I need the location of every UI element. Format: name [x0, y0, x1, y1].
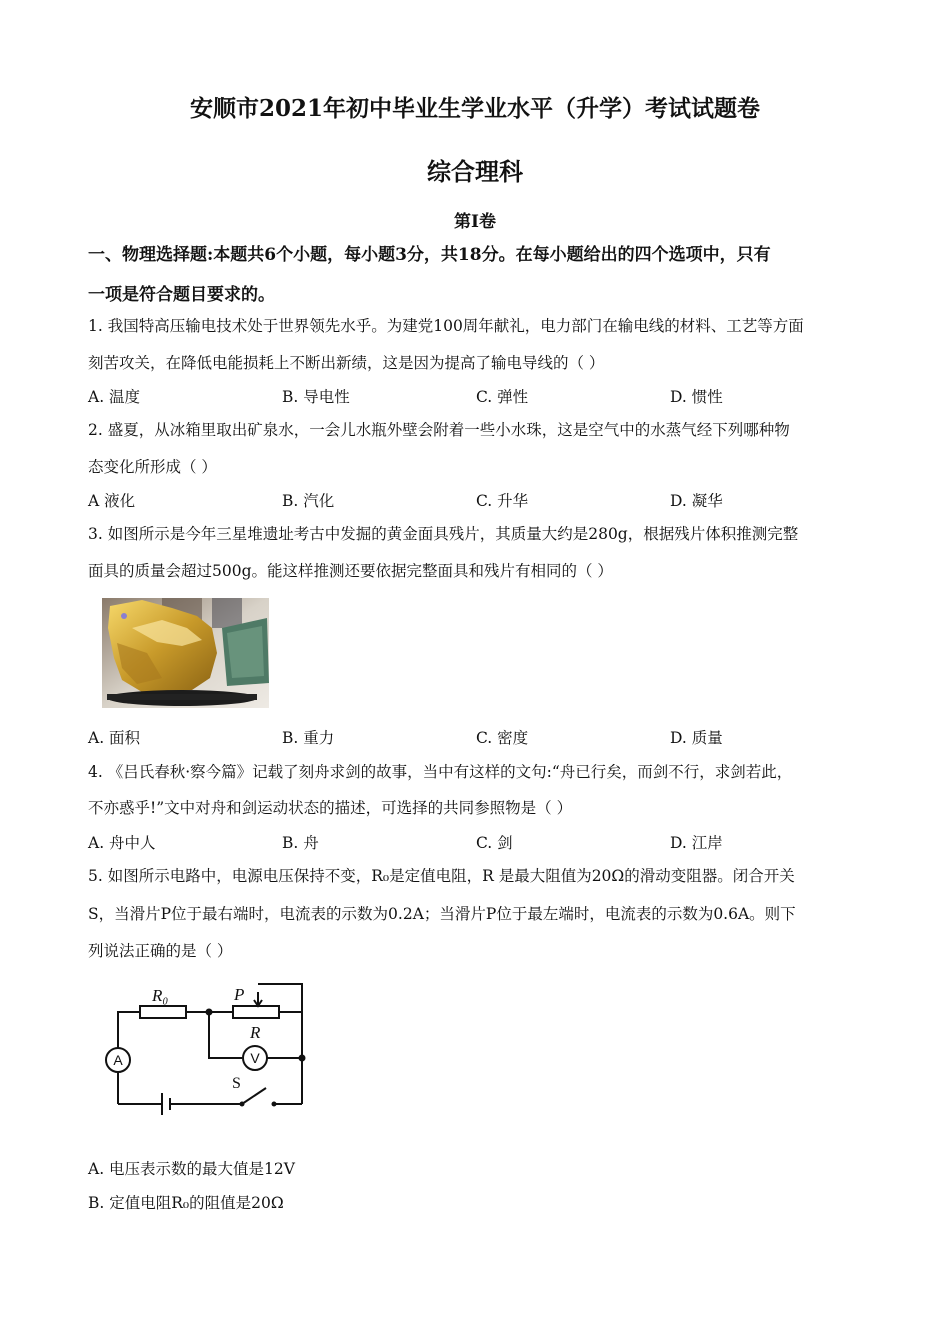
q3-text-line1: 3. 如图所示是今年三星堆遗址考古中发掘的黄金面具残片，其质量大约是280g，根据残片体积推测完整 — [88, 525, 799, 543]
q5-text-line1: 5. 如图所示电路中，电源电压保持不变，R₀是定值电阻，R 是最大阻值为20Ω的滑动变阻器。闭合开关 — [88, 867, 795, 885]
label-p: P — [234, 985, 245, 1004]
q4-option-d: D. 江岸 — [670, 834, 723, 852]
q3-text-line2: 面具的质量会超过500g。能这样推测还要依据完整面具和残片有相同的（ ） — [88, 562, 613, 580]
q3-option-a: A. 面积 — [88, 729, 141, 747]
q1-text-line1: 1. 我国特高压输电技术处于世界领先水乎。为建党100周年献礼，电力部门在输电线的材料、工艺等方面 — [88, 317, 804, 335]
exam-title: 安顺市2021年初中毕业生学业水平（升学）考试试题卷 — [189, 95, 760, 122]
label-r: R — [250, 1023, 261, 1042]
q4-option-b: B. 舟 — [282, 834, 319, 852]
q3-option-c: C. 密度 — [476, 729, 529, 747]
q4-text-line2: 不亦惑乎!”文中对舟和剑运动状态的描述，可选择的共同参照物是（ ） — [88, 799, 573, 817]
q1-option-d: D. 惯性 — [670, 388, 723, 406]
q5-text-line3: 列说法正确的是（ ） — [88, 942, 233, 960]
q1-option-c: C. 弹性 — [476, 388, 529, 406]
q5-option-b: B. 定值电阻R₀的阻值是20Ω — [88, 1194, 284, 1212]
q2-option-b: B. 汽化 — [282, 492, 335, 510]
q2-text-line1: 2. 盛夏，从冰箱里取出矿泉水，一会儿水瓶外壁会附着一些小水珠，这是空气中的水蒸气经下列哪种物 — [88, 421, 790, 439]
q4-text-line1: 4. 《吕氏春秋·察今篇》记载了刻舟求剑的故事，当中有这样的文句:“舟已行矣，而剑不行，求剑若此， — [88, 763, 793, 781]
q4-option-c: C. 剑 — [476, 834, 513, 852]
section-heading-line2: 一项是符合题目要求的。 — [88, 285, 275, 305]
q4-option-a: A. 舟中人 — [88, 834, 156, 852]
section-heading-line1: 一、物理选择题:本题共6个小题，每小题3分，共18分。在每小题给出的四个选项中，只有 — [88, 245, 771, 265]
subject-title: 综合理科 — [427, 157, 523, 186]
volume-label: 第Ⅰ卷 — [454, 212, 496, 232]
ammeter-label: A — [113, 1052, 123, 1068]
q2-option-a: A 液化 — [88, 492, 136, 510]
circuit-diagram — [100, 980, 315, 1120]
q2-option-d: D. 凝华 — [670, 492, 723, 510]
q2-text-line2: 态变化所形成（ ） — [88, 458, 217, 476]
q5-option-a: A. 电压表示数的最大值是12V — [88, 1160, 295, 1178]
label-r0: R₀ — [152, 986, 169, 1005]
q1-option-a: A. 温度 — [88, 388, 141, 406]
switch-label: S — [232, 1075, 241, 1092]
q3-option-b: B. 重力 — [282, 729, 335, 747]
q3-option-d: D. 质量 — [670, 729, 723, 747]
q2-option-c: C. 升华 — [476, 492, 529, 510]
q1-text-line2: 刻苦攻关，在降低电能损耗上不断出新绩，这是因为提高了输电导线的（ ） — [88, 354, 605, 372]
gold-mask-photo — [102, 598, 269, 708]
voltmeter-label: V — [250, 1050, 260, 1066]
q5-text-line2: S，当滑片P位于最右端时，电流表的示数为0.2A；当滑片P位于最左端时，电流表的示数为0.6A。则下 — [88, 905, 796, 923]
q1-option-b: B. 导电性 — [282, 388, 350, 406]
